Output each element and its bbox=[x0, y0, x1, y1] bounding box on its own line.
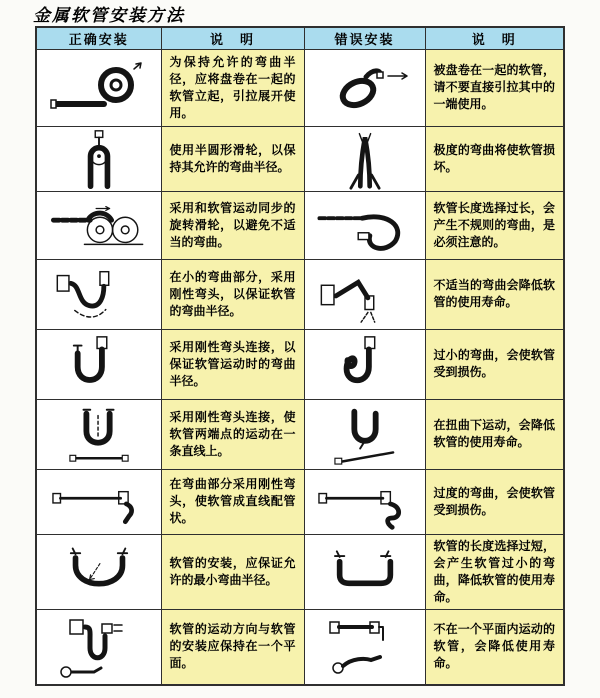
hose-excess-length-loop-icon bbox=[310, 193, 420, 257]
table-row bbox=[36, 191, 564, 259]
wrong-install-description: 在扭曲下运动，会降低软管的使用寿命。 bbox=[425, 399, 564, 469]
hose-short-length-flat-u-icon bbox=[310, 541, 420, 603]
table-row bbox=[36, 609, 564, 685]
wrong-install-description: 过度的弯曲，会使软管受到损伤。 bbox=[425, 469, 564, 534]
correct-install-description: 为保持允许的弯曲半径，应将盘卷在一起的软管立起，引拉展开使用。 bbox=[161, 49, 304, 126]
table-row bbox=[36, 534, 564, 609]
wrong-install-image-cell bbox=[304, 609, 425, 685]
correct-install-description: 在弯曲部分采用刚性弯头，使软管成直线配管状。 bbox=[161, 469, 304, 534]
wrong-install-description: 过小的弯曲，会使软管受到损伤。 bbox=[425, 329, 564, 399]
correct-install-image-cell bbox=[36, 191, 161, 259]
table-row bbox=[36, 126, 564, 191]
wrong-install-description: 被盘卷在一起的软管，请不要直接引拉其中的一端使用。 bbox=[425, 49, 564, 126]
wrong-install-description: 不适当的弯曲会降低软管的使用寿命。 bbox=[425, 259, 564, 329]
hose-over-semicircular-pulley-icon bbox=[44, 128, 154, 190]
hose-coil-upright-unroll-icon bbox=[44, 55, 154, 121]
table-row bbox=[36, 259, 564, 329]
header-correct-description: 说 明 bbox=[161, 27, 304, 49]
hose-out-of-plane-motion-icon bbox=[310, 612, 420, 682]
hose-coil-end-pull-icon bbox=[310, 55, 420, 121]
wrong-install-image-cell bbox=[304, 126, 425, 191]
wrong-install-description: 不在一个平面内运动的软管，会降低使用寿命。 bbox=[425, 609, 564, 685]
correct-install-description: 软管的安装，应保证允许的最小弯曲半径。 bbox=[161, 534, 304, 609]
header-wrong-description: 说 明 bbox=[425, 27, 564, 49]
correct-install-image-cell bbox=[36, 49, 161, 126]
correct-install-description: 采用刚性弯头连接，以保证软管运动时的弯曲半径。 bbox=[161, 329, 304, 399]
correct-install-description: 在小的弯曲部分，采用刚性弯头，以保证软管的弯曲半径。 bbox=[161, 259, 304, 329]
header-row bbox=[36, 27, 564, 49]
hose-improper-sharp-bend-icon bbox=[310, 262, 420, 326]
wrong-install-image-cell bbox=[304, 469, 425, 534]
correct-install-image-cell bbox=[36, 329, 161, 399]
table-row bbox=[36, 49, 564, 126]
wrong-install-description: 极度的弯曲将使软管损坏。 bbox=[425, 126, 564, 191]
correct-install-description: 采用刚性弯头连接，使软管两端点的运动在一条直线上。 bbox=[161, 399, 304, 469]
hose-same-plane-motion-icon bbox=[44, 612, 154, 682]
hose-twisted-motion-icon bbox=[310, 402, 420, 466]
wrong-install-image-cell bbox=[304, 259, 425, 329]
correct-install-description: 软管的运动方向与软管的安装应保持在一个平面。 bbox=[161, 609, 304, 685]
header-wrong-install: 错误安装 bbox=[304, 27, 425, 49]
correct-install-image-cell bbox=[36, 399, 161, 469]
correct-install-image-cell bbox=[36, 609, 161, 685]
wrong-install-image-cell bbox=[304, 399, 425, 469]
hose-rigid-elbow-small-bend-icon bbox=[44, 262, 154, 326]
wrong-install-description: 软管长度选择过长，会产生不规则的弯曲，是必须注意的。 bbox=[425, 191, 564, 259]
correct-install-image-cell bbox=[36, 259, 161, 329]
page-title: 金属软管安装方法 bbox=[33, 6, 185, 26]
installation-method-table bbox=[35, 26, 565, 686]
hose-extreme-bend-icon bbox=[310, 128, 420, 190]
hose-synchronized-rollers-icon bbox=[44, 193, 154, 257]
table-row bbox=[36, 469, 564, 534]
correct-install-image-cell bbox=[36, 534, 161, 609]
hose-too-small-bend-icon bbox=[310, 332, 420, 396]
hose-min-bend-radius-u-icon bbox=[44, 541, 154, 603]
wrong-install-image-cell bbox=[304, 49, 425, 126]
table-row bbox=[36, 399, 564, 469]
correct-install-description: 采用和软管运动同步的旋转滑轮，以避免不适当的弯曲。 bbox=[161, 191, 304, 259]
wrong-install-image-cell bbox=[304, 329, 425, 399]
wrong-install-image-cell bbox=[304, 534, 425, 609]
correct-install-description: 使用半圆形滑轮，以保持其允许的弯曲半径。 bbox=[161, 126, 304, 191]
hose-inline-motion-u-icon bbox=[44, 402, 154, 466]
hose-over-bend-icon bbox=[310, 471, 420, 533]
table-row bbox=[36, 329, 564, 399]
wrong-install-image-cell bbox=[304, 191, 425, 259]
correct-install-image-cell bbox=[36, 469, 161, 534]
hose-rigid-elbow-u-loop-icon bbox=[44, 332, 154, 396]
correct-install-image-cell bbox=[36, 126, 161, 191]
wrong-install-description: 软管的长度选择过短，会产生软管过小的弯曲，降低软管的使用寿命。 bbox=[425, 534, 564, 609]
header-correct-install: 正确安装 bbox=[36, 27, 161, 49]
hose-straight-run-elbow-icon bbox=[44, 471, 154, 533]
